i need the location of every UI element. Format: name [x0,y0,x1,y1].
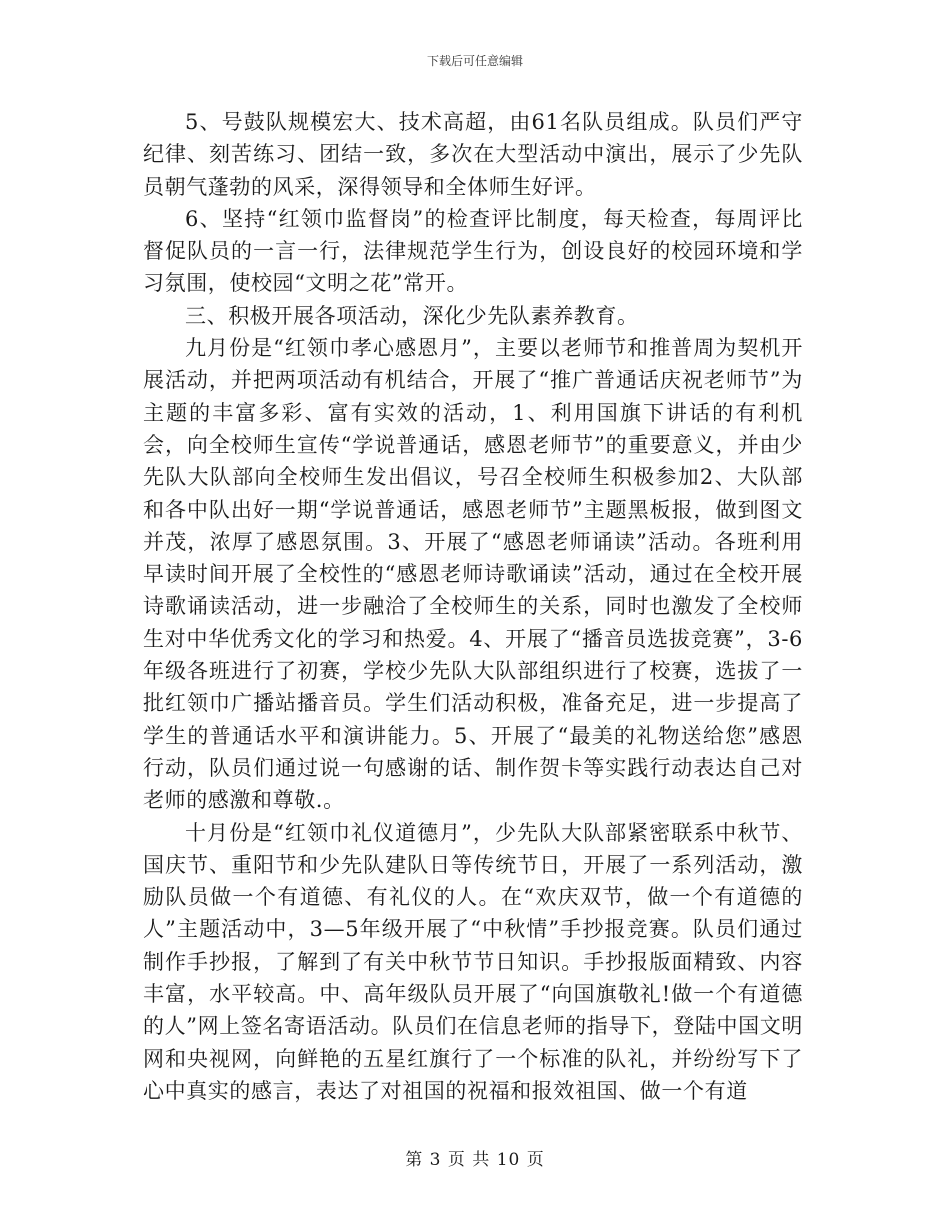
paragraph-supervision: 6、坚持“红领巾监督岗”的检查评比制度，每天检查，每周评比督促队员的一言一行，法律规范学生行为，创设良好的校园环境和学习氛围，使校园“文明之花”常开。 [143,206,803,296]
header-note: 下载后可任意编辑 [426,54,523,68]
section-heading-activities: 三、积极开展各项活动，深化少先队素养教育。 [185,303,639,328]
page-number-footer: 第 3 页 共 10 页 [405,1150,545,1170]
paragraph-october: 十月份是“红领巾礼仪道德月”，少先队大队部紧密联系中秋节、国庆节、重阳节和少先队建队日等传统节日，开展了一系列活动，激励队员做一个有道德、有礼仪的人。在“欢庆双节，做一个有道德的人”主题活动中，3—5年级开展了“中秋情”手抄报竞赛。队员们通过制作手抄报，了解到了有关中秋节节日知识。手抄报版面精致、内容丰富，水平较高。中、高年级队员开展了“向国旗敬礼!做一个有道德的人”网上签名寄语活动。队员们在信息老师的指导下，登陆中国文明网和央视网，向鲜艳的五星红旗行了一个标准的队礼，并纷纷写下了心中真实的感言，表达了对祖国的祝福和报效祖国、做一个有道 [143,820,803,1103]
paragraph-drum-team: 5、号鼓队规模宏大、技术高超，由61名队员组成。队员们严守纪律、刻苦练习、团结一致，多次在大型活动中演出，展示了少先队员朝气蓬勃的风采，深得领导和全体师生好评。 [143,110,803,199]
paragraph-september: 九月份是“红领巾孝心感恩月”，主要以老师节和推普周为契机开展活动，并把两项活动有机结合，开展了“推广普通话庆祝老师节”为主题的丰富多彩、富有实效的活动，1、利用国旗下讲话的有利机会，向全校师生宣传“学说普通话，感恩老师节”的重要意义，并由少先队大队部向全校师生发出倡议，号召全校师生积极参加2、大队部和各中队出好一期“学说普通话，感恩老师节”主题黑板报，做到图文并茂，浓厚了感恩氛围。3、开展了“感恩老师诵读”活动。各班利用早读时间开展了全校性的“感恩老师诗歌诵读”活动，通过在全校开展诗歌诵读活动，进一步融洽了全校师生的关系，同时也激发了全校师生对中华优秀文化的学习和热爱。4、开展了“播音员选拔竞赛”，3-6年级各班进行了初赛，学校少先队大队部组织进行了校赛，选拔了一批红领巾广播站播音员。学生们活动积极，准备充足，进一步提高了学生的普通话水平和演讲能力。5、开展了“最美的礼物送给您”感恩行动，队员们通过说一句感谢的话、制作贺卡等实践行动表达自己对老师的感激和尊敬.。 [143,336,803,813]
body-text [143,106,803,1107]
